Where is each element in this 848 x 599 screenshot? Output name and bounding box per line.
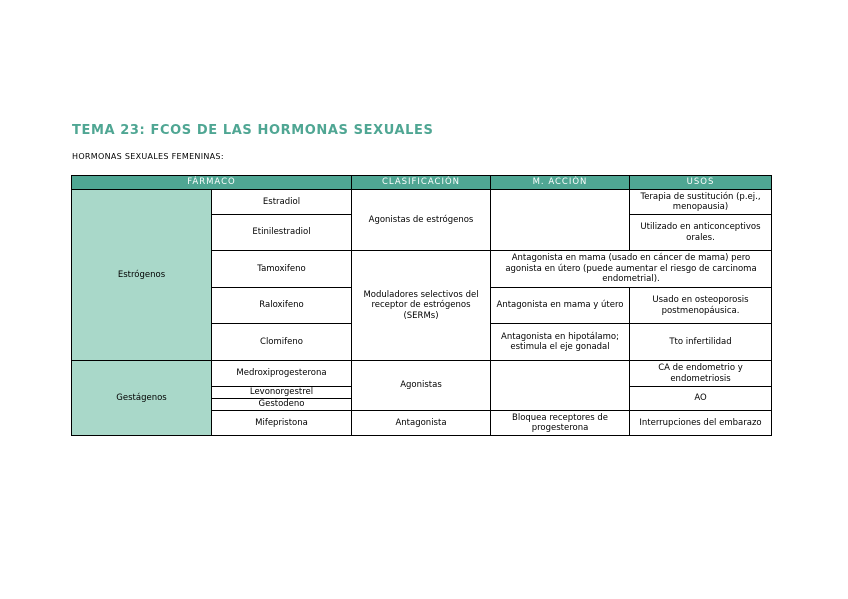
usos-estradiol: Terapia de sustitución (p.ej., menopausia) [630, 190, 772, 215]
usos-etinilestradiol: Utilizado en anticonceptivos orales. [630, 215, 772, 251]
usos-levonorgestrel-gestodeno: AO [630, 387, 772, 411]
group-estrogenos: Estrógenos [72, 190, 212, 361]
drug-tamoxifeno: Tamoxifeno [212, 251, 352, 288]
header-farmaco: FÁRMACO [72, 176, 352, 190]
clasificacion-agonistas: Agonistas [352, 361, 491, 411]
drug-mifepristona: Mifepristona [212, 411, 352, 436]
accion-clomifeno: Antagonista en hipotálamo; estimula el eje gonadal [491, 324, 630, 361]
accion-tamoxifeno: Antagonista en mama (usado en cáncer de mama) pero agonista en útero (puede aumentar el riesgo de carcinoma endometrial). [491, 251, 772, 288]
drug-levonorgestrel: Levonorgestrel [212, 387, 352, 399]
usos-clomifeno: Tto infertilidad [630, 324, 772, 361]
header-row [72, 176, 772, 190]
clasificacion-serms: Moduladores selectivos del receptor de estrógenos (SERMs) [352, 251, 491, 361]
drug-gestodeno: Gestodeno [212, 399, 352, 411]
clasificacion-antagonista: Antagonista [352, 411, 491, 436]
table-row [72, 361, 772, 387]
group-gestagenos: Gestágenos [72, 361, 212, 436]
clasificacion-agonistas-estrogenos: Agonistas de estrógenos [352, 190, 491, 251]
hormones-table [71, 175, 772, 436]
drug-medroxiprogesterona: Medroxiprogesterona [212, 361, 352, 387]
table-row [72, 190, 772, 215]
usos-raloxifeno: Usado en osteoporosis postmenopáusica. [630, 288, 772, 324]
drug-raloxifeno: Raloxifeno [212, 288, 352, 324]
accion-empty [491, 361, 630, 411]
page-title: TEMA 23: FCOS DE LAS HORMONAS SEXUALES [72, 123, 434, 138]
usos-mifepristona: Interrupciones del embarazo [630, 411, 772, 436]
header-accion: M. ACCIÓN [491, 176, 630, 190]
section-subtitle: HORMONAS SEXUALES FEMENINAS: [72, 152, 224, 161]
drug-clomifeno: Clomifeno [212, 324, 352, 361]
accion-mifepristona: Bloquea receptores de progesterona [491, 411, 630, 436]
accion-raloxifeno: Antagonista en mama y útero [491, 288, 630, 324]
accion-empty [491, 190, 630, 251]
drug-etinilestradiol: Etinilestradiol [212, 215, 352, 251]
header-usos: USOS [630, 176, 772, 190]
drug-estradiol: Estradiol [212, 190, 352, 215]
header-clasificacion: CLASIFICACIÓN [352, 176, 491, 190]
usos-medroxiprogesterona: CA de endometrio y endometriosis [630, 361, 772, 387]
